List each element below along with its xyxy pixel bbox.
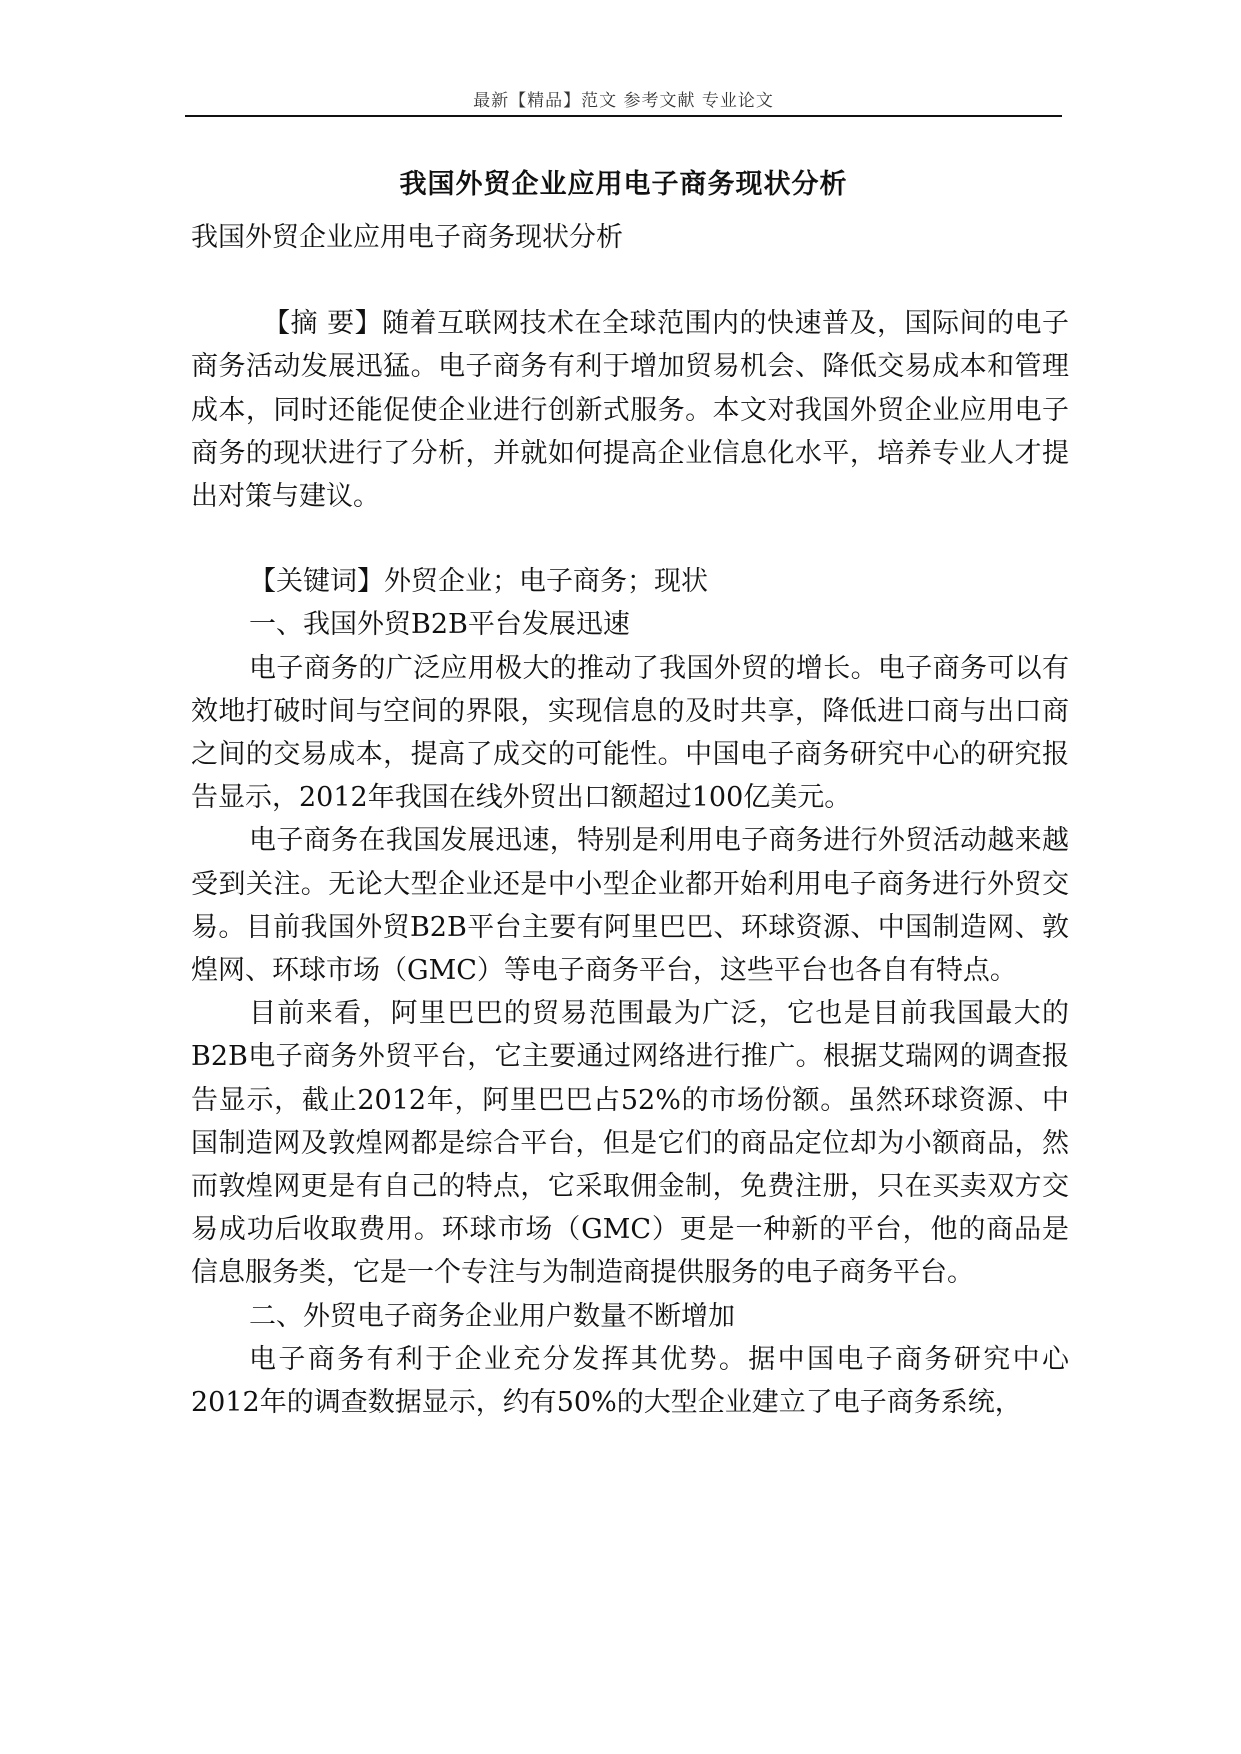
page-header: 最新【精品】范文 参考文献 专业论文 bbox=[473, 91, 774, 111]
section-heading: 二、外贸电子商务企业用户数量不断增加 bbox=[249, 1300, 735, 1332]
document-body bbox=[191, 216, 1069, 1424]
body-paragraph: 电子商务在我国发展迅速，特别是利用电子商务进行外贸活动越来越受到关注。无论大型企业还是中小型企业都开始利用电子商务进行外贸交易。目前我国外贸B2B平台主要有阿里巴巴、环球资源、中国制造网、敦煌网、环球市场（GMC）等电子商务平台，这些平台也各自有特点。 bbox=[191, 825, 1069, 987]
section-heading: 一、我国外贸B2B平台发展迅速 bbox=[249, 609, 630, 641]
document-subtitle: 我国外贸企业应用电子商务现状分析 bbox=[191, 222, 623, 253]
abstract-paragraph: 【摘 要】随着互联网技术在全球范围内的快速普及，国际间的电子商务活动发展迅猛。电子商务有利于增加贸易机会、降低交易成本和管理成本，同时还能促使企业进行创新式服务。本文对我国外贸企业应用电子商务的现状进行了分析，并就如何提高企业信息化水平，培养专业人才提出对策与建议。 bbox=[191, 308, 1069, 513]
body-paragraph: 电子商务有利于企业充分发挥其优势。据中国电子商务研究中心2012年的调查数据显示，约有50%的大型企业建立了电子商务系统， bbox=[191, 1343, 1069, 1419]
header-rule bbox=[185, 115, 1062, 117]
document-title: 我国外贸企业应用电子商务现状分析 bbox=[399, 169, 848, 200]
keywords-line: 【关键词】外贸企业；电子商务；现状 bbox=[249, 566, 708, 598]
body-paragraph: 电子商务的广泛应用极大的推动了我国外贸的增长。电子商务可以有效地打破时间与空间的界限，实现信息的及时共享，降低进口商与出口商之间的交易成本，提高了成交的可能性。中国电子商务研究中心的研究报告显示，2012年我国在线外贸出口额超过100亿美元。 bbox=[191, 652, 1069, 814]
body-paragraph: 目前来看，阿里巴巴的贸易范围最为广泛，它也是目前我国最大的B2B电子商务外贸平台，它主要通过网络进行推广。根据艾瑞网的调查报告显示，截止2012年，阿里巴巴占52%的市场份额。虽然环球资源、中国制造网及敦煌网都是综合平台，但是它们的商品定位却为小额商品，然而敦煌网更是有自己的特点，它采取佣金制，免费注册，只在买卖双方交易成功后收取费用。环球市场（GMC）更是一种新的平台，他的商品是信息服务类，它是一个专注与为制造商提供服务的电子商务平台。 bbox=[191, 998, 1069, 1289]
